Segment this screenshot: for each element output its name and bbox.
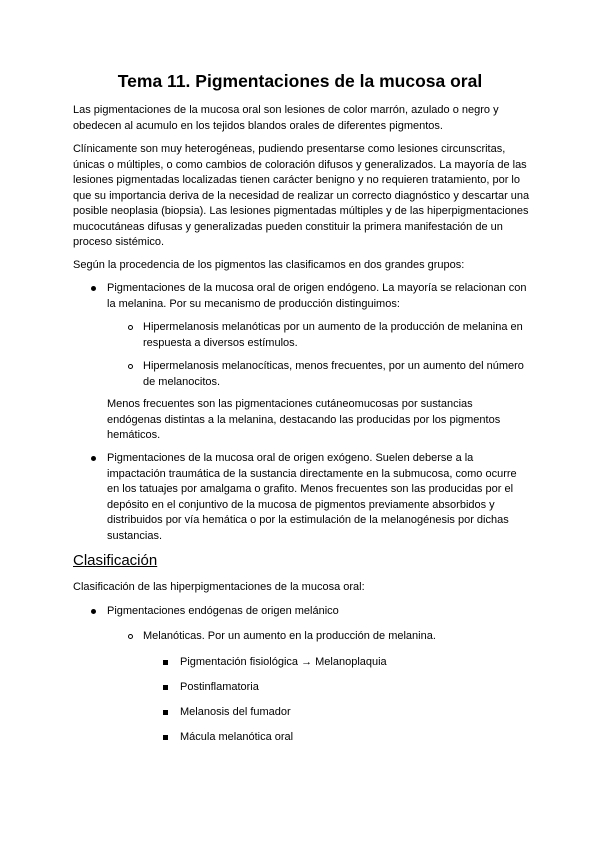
bullet-dot	[91, 281, 96, 291]
group-exogeno: Pigmentaciones de la mucosa oral de origen exógeno. Suelen deberse a la impactación traumática de la sustancia directamente en la submucosa, como ocurre en los tatuajes por amalgama o grafito. Menos frecuentes son las producidas por el depósito en el conjuntivo de la mucosa de pigmentos previamente absorbidos y distribuidos por vía hemática o por la estimulación de la melanogénesis por dichas sustancias.	[107, 452, 517, 542]
section-heading-clasificacion: Clasificación	[73, 552, 158, 569]
bullet-dot	[91, 451, 96, 461]
clasificacion-level3-item: Postinflamatoria	[180, 681, 259, 693]
bullet-dot	[91, 604, 96, 614]
page-title: Tema 11. Pigmentaciones de la mucosa oral	[117, 71, 483, 91]
paragraph-clinica: Clínicamente son muy heterogéneas, pudiendo presentarse como lesiones circunscritas, únicas o múltiples, o como cambios de coloración difusos y generalizados. La mayoría de las lesiones pigmentadas localizadas tienen carácter benigno y no requieren tratamiento, por lo que su importancia deriva de la necesidad de realizar un correcto diagnóstico y descartar una posible neoplasia (biopsia). Las lesiones pigmentadas múltiples y de las hiperpigmentaciones mucocutáneas difusas y generalizadas pueden constituir la primera manifestación de un proceso sistémico.	[73, 143, 530, 248]
paragraph-intro: Las pigmentaciones de la mucosa oral son lesiones de color marrón, azulado o negro y obedecen al acumulo en los tejidos blandos orales de diferentes pigmentos.	[73, 104, 499, 132]
clasificacion-level3-item: Pigmentación fisiológica → Melanoplaquia	[180, 656, 387, 668]
clasificacion-level2: Melanóticas. Por un aumento en la producción de melanina.	[143, 630, 436, 642]
paragraph-procedencia: Según la procedencia de los pigmentos las clasificamos en dos grandes grupos:	[73, 259, 465, 271]
clasificacion-level3-item: Melanosis del fumador	[180, 706, 291, 718]
bullet-circle	[128, 629, 133, 639]
clasificacion-intro: Clasificación de las hiperpigmentaciones de la mucosa oral:	[73, 581, 365, 593]
bullet-circle	[128, 359, 133, 369]
bullet-square	[163, 655, 168, 665]
clasificacion-level1: Pigmentaciones endógenas de origen melánico	[107, 605, 339, 617]
bullet-square	[163, 730, 168, 740]
bullet-square	[163, 680, 168, 690]
group-endogeno: Pigmentaciones de la mucosa oral de origen endógeno. La mayoría se relacionan con la melanina. Por su mecanismo de producción distinguimos:	[107, 282, 527, 310]
bullet-circle	[128, 320, 133, 330]
bullet-square	[163, 705, 168, 715]
endogeno-sub-item: Hipermelanosis melanocíticas, menos frecuentes, por un aumento del número de melanocitos.	[143, 360, 524, 388]
endogeno-note: Menos frecuentes son las pigmentaciones cutáneomucosas por sustancias endógenas distintas a la melanina, destacando las producidas por los pigmentos hemáticos.	[107, 398, 501, 441]
endogeno-sub-item: Hipermelanosis melanóticas por un aumento de la producción de melanina en respuesta a diversos estímulos.	[143, 321, 523, 349]
clasificacion-level3-item: Mácula melanótica oral	[180, 731, 294, 743]
